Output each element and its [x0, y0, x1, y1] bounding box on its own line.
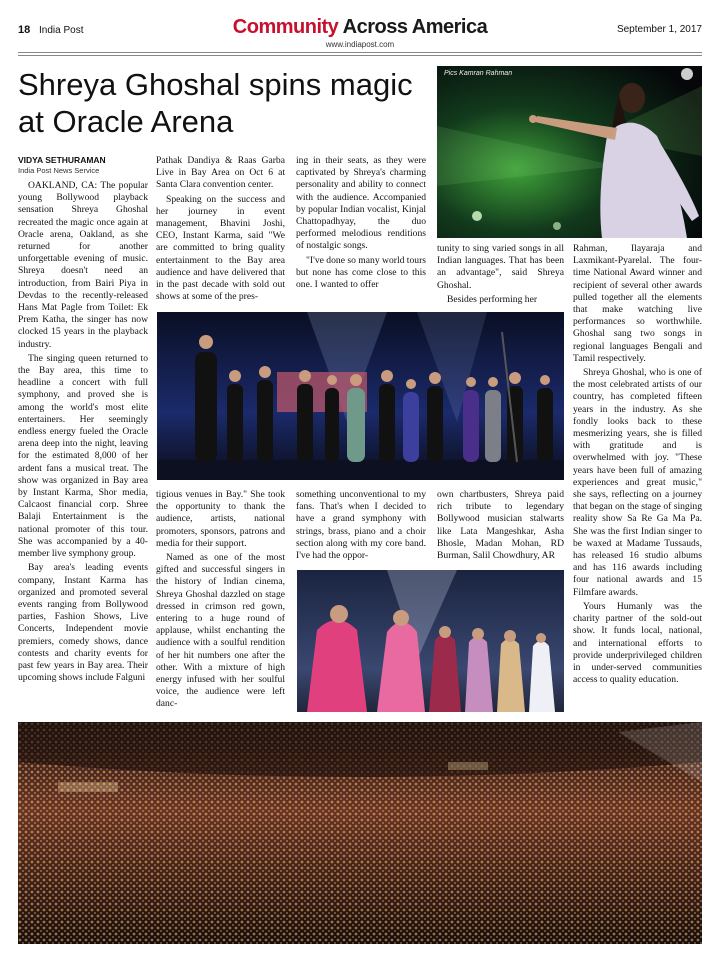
publication-name: India Post — [39, 25, 84, 36]
paragraph: Yours Humanly was the charity partner of the sold-out show. It funds local, national, and international efforts to provide underprivileged children in under-served communities access to quality education. — [573, 600, 702, 686]
article-column-4-bottom — [437, 489, 564, 564]
article-byline: VIDYA SETHURAMAN — [18, 155, 106, 165]
paragraph: The singing queen returned to the Bay area, this time to headline a concert with full symphony, and proved she is among the world's most elite entertainers. Her seemingly endless energy fueled the Oracle arena deep into the night, leaving for the estimated 8,000 of her ardent fans a musical treat. The show was organized in Bay area by Instant Karma, Shor media, Calcaost financial corp. Shree Balaji Entertainment is the national promoter of this tour. She was accompanied by a 40-member live symphony group. — [18, 352, 148, 560]
header-rule — [18, 52, 702, 53]
paragraph: tigious venues in Bay." She took the opportunity to thank the audience, artists, national promoters, sponsors, patrons and media for their support. — [156, 489, 285, 549]
paragraph: ing in their seats, as they were captivated by Shreya's charming personality and ability to connect with the audience. Accompanied by popular Indian vocalist, Kinjal Chattopadhyay, the duo performed melodious renditions of nostalgic songs. — [296, 155, 426, 252]
paragraph: Rahman, Ilayaraja and Laxmikant-Pyarelal. The four-time National Award winner and recipient of several other awards pulled together all the elements that make watching live performances so worthwhile. Ghoshal sang two songs in regional languages Bengali and Tamil respectively. — [573, 243, 702, 364]
article-column-5 — [573, 243, 702, 688]
paragraph: Pathak Dandiya & Raas Garba Live in Bay Area on Oct 6 at Santa Clara convention center. — [156, 155, 285, 191]
article-column-4-top — [437, 243, 564, 308]
article-column-3-top — [296, 155, 426, 293]
masthead-part2: Across America — [342, 16, 488, 38]
paragraph: own chartbusters, Shreya paid rich tribute to legendary Bollywood musician stalwarts like Lata Mangeshkar, Asha Bhosle, Madan Mohan, RD Burman, Salil Chowdhury, AR — [437, 489, 564, 562]
paragraph: tunity to sing varied songs in all Indian languages. That has been an advantage", said Shreya Ghoshal. — [437, 243, 564, 291]
paragraph: Besides performing her — [447, 293, 538, 305]
section-masthead — [0, 16, 720, 39]
header-rule-2 — [18, 55, 702, 56]
paragraph: something unconventional to my fans. That's when I decided to have a grand symphony with strings, brass, piano and a choir section along with my core band. I've had the oppor- — [296, 489, 426, 562]
photo-credit: Pics Kamran Rahman — [444, 70, 513, 77]
paragraph: "I've done so many world tours but none has come close to this one. I wanted to offer — [296, 254, 426, 291]
arena-crowd-photo — [18, 722, 702, 944]
paragraph: Shreya Ghoshal, who is one of the most celebrated artists of our country, has completed fifteen years in the industry. As she fondly looks back to these mesmerizing years, she is filled with gratitude and is overwhelmed with joy. "These years have been full of amazing experiences and great music," she says, reflecting on a journey that began on the stage of singing reality show Sa Re Ga Ma Pa. She was the first Indian singer to be waxed at Madame Tussauds, has released 16 studio albums and has 116 awards including four national awards and 15 Filmfare awards. — [573, 367, 702, 598]
paragraph: Bay area's leading events company, Instant Karma has organized and promoted several events ranging from Bollywood parties, Fashion Shows, Live Concerts, Independent movie premiers, comedy shows, dance contests and charity events for past few years in Bay area. Their upcoming shows include Falguni — [18, 562, 148, 684]
group-stage-photo — [157, 312, 564, 480]
article-column-3-bottom — [296, 489, 426, 564]
news-service: India Post News Service — [18, 166, 100, 175]
website-url: www.indiapost.com — [325, 40, 395, 49]
article-column-2-top — [156, 155, 285, 305]
paragraph: OAKLAND, CA: The popular young Bollywood playback sensation Shreya Ghoshal recreated the magic once again at Oracle arena, Oakland, as she returned for another unforgettable evening of music. Shreya doesn't need an introduction, from Bairi Piya in Devdas to the recently-released Hans Mat Pagle from Toilet: Ek Prem Katha, the singer has now clocked 15 years in the playback industry. — [18, 180, 148, 350]
paragraph: Speaking on the success and her journey in event management, Bhavini Joshi, CEO, Instant Karma, said "We are committed to bring quality entertainment to the Bay area audience and have delivered that in the past decade with sold out shows at some of the pres- — [156, 193, 285, 303]
masthead-part1: Community — [232, 16, 339, 38]
singer-stage-photo — [437, 66, 702, 238]
issue-date: September 1, 2017 — [616, 24, 702, 35]
article-column-1 — [18, 180, 148, 686]
article-column-2-bottom — [156, 489, 285, 713]
article-headline: Shreya Ghoshal spins magic at Oracle Arena — [18, 67, 413, 139]
page-number: 18 — [18, 24, 31, 36]
paragraph: Named as one of the most gifted and successful singers in the history of Indian cinema, Shreya Ghoshal dazzled on stage dressed in crimson red gown, entering to a huge round of applause, whilst enchanting the audience with a soulful rendition of her hit numbers one after the other. With a mixture of high energy infused with her soulful voice, the audience were left danc- — [156, 552, 285, 710]
performers-photo — [297, 570, 564, 712]
